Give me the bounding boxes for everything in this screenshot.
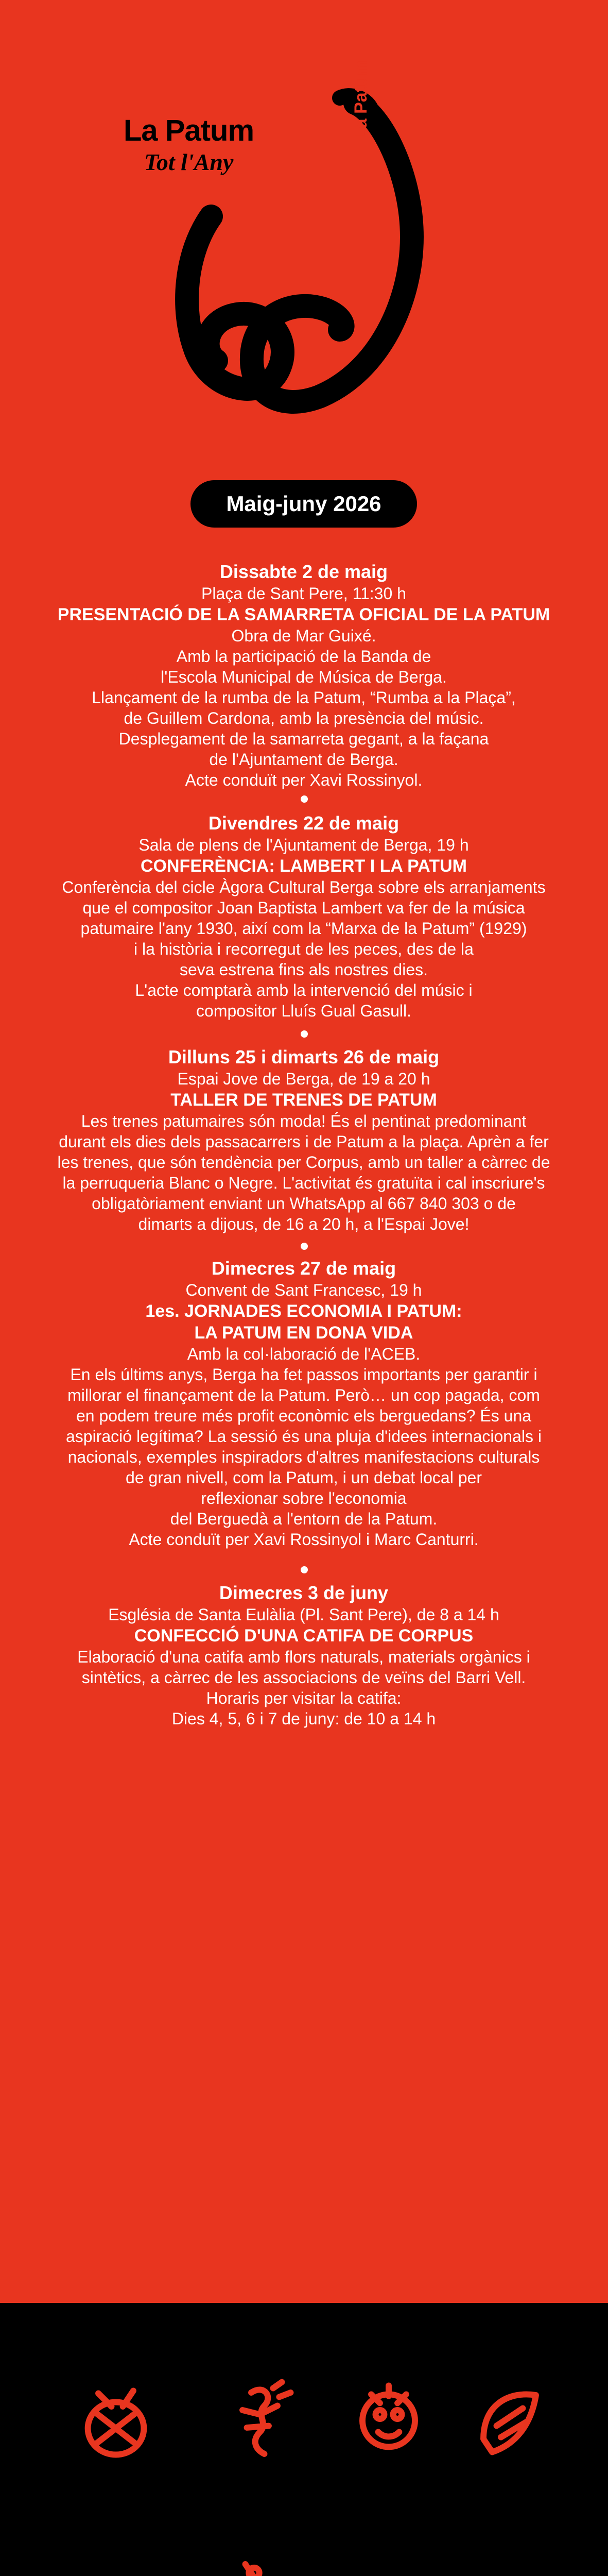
event-date: Divendres 22 de maig: [208, 812, 399, 834]
event-body-line: Acte conduït per Xavi Rossinyol.: [185, 771, 423, 789]
event-body-line: dimarts a dijous, de 16 a 20 h, a l'Espai Jove!: [138, 1215, 470, 1233]
event-body-line: de Guillem Cardona, amb la presència del músic.: [124, 709, 484, 727]
brand-vertical-label: La Patum: [351, 60, 371, 139]
event-body-line: nacionals, exemples inspiradors d'altres manifestacions culturals: [67, 1448, 540, 1466]
dwarf-figure-icon: [206, 2555, 293, 2576]
event-body-line: durant els dies dels passacarrers i de Patum a la plaça. Aprèn a fer: [59, 1132, 549, 1151]
event-5: [46, 1582, 561, 1729]
event-body-line: Amb la col·laboració de l'ACEB.: [187, 1345, 421, 1363]
event-title: TALLER DE TRENES DE PATUM: [170, 1090, 437, 1110]
event-body-line: En els últims anys, Berga ha fet passos importants per garantir i: [70, 1365, 537, 1384]
event-body-line: Desplegament de la samarreta gegant, a la façana: [118, 730, 489, 748]
event-body-line: Dies 4, 5, 6 i 7 de juny: de 10 a 14 h: [171, 1709, 436, 1728]
event-body-line: Les trenes patumaires són moda! És el pentinat predominant: [81, 1112, 527, 1130]
separator-dot: [301, 795, 308, 803]
figures-section: [0, 2303, 608, 2576]
event-body-line: Conferència del cicle Àgora Cultural Berga sobre els arranjaments: [62, 878, 546, 896]
la-patum-logo: [124, 60, 453, 453]
event-body-line: Amb la participació de la Banda de: [176, 647, 431, 666]
eagle-crest-icon: [466, 2378, 553, 2465]
separator-dot: [301, 1030, 308, 1038]
brand-name: La Patum: [124, 114, 254, 147]
event-location: Convent de Sant Francesc, 19 h: [185, 1281, 422, 1299]
event-title: CONFERÈNCIA: LAMBERT I LA PATUM: [141, 856, 467, 876]
event-body-line: L'acte comptarà amb la intervenció del músic i: [135, 981, 473, 999]
event-body-line: del Berguedà a l'entorn de la Patum.: [170, 1510, 438, 1528]
event-body-line: reflexionar sobre l'economia: [201, 1489, 407, 1507]
event-body-line: seva estrena fins als nostres dies.: [179, 960, 428, 979]
period-badge: Maig-juny 2026: [190, 480, 417, 528]
event-2: [46, 812, 561, 1021]
eagle-mask-icon: [345, 2375, 432, 2463]
event-body-line: en podem treure més profit econòmic els berguedans? És una: [76, 1406, 532, 1425]
event-body-line: Acte conduït per Xavi Rossinyol i Marc Canturri.: [129, 1530, 479, 1549]
separator-dot: [301, 1566, 308, 1573]
event-body-line: de gran nivell, com la Patum, i un debat local per: [126, 1468, 482, 1487]
event-body-line: l'Escola Municipal de Música de Berga.: [161, 668, 447, 686]
event-body-line: aspiració legítima? La sessió és una pluja d'idees internacionals i: [66, 1427, 542, 1446]
event-title: 1es. JORNADES ECONOMIA I PATUM:: [145, 1301, 462, 1321]
event-location: Plaça de Sant Pere, 11:30 h: [201, 584, 406, 603]
event-body-line: i la història i recorregut de les peces, des de la: [134, 940, 474, 958]
event-title: PRESENTACIÓ DE LA SAMARRETA OFICIAL DE LA PATUM: [57, 605, 550, 624]
flower-icon: [466, 2563, 553, 2576]
event-3: [46, 1046, 561, 1234]
separator-dot: [301, 1243, 308, 1250]
event-body-line: les trenes, que són tendència per Corpus, amb un taller a càrrec de: [57, 1153, 550, 1172]
event-body-line: millorar el finançament de la Patum. Però… un cop pagada, com: [67, 1386, 540, 1404]
event-body-line: que el compositor Joan Baptista Lambert va fer de la música: [82, 899, 525, 917]
event-body-line: Elaboració d'una catifa amb flors naturals, materials orgànics i: [77, 1648, 530, 1666]
event-body-line: Obra de Mar Guixé.: [231, 626, 376, 645]
event-body-line: la perruqueria Blanc o Negre. L'activitat és gratuïta i cal inscriure's: [62, 1174, 545, 1192]
brand-tagline: Tot l'Any: [144, 149, 234, 175]
drum-icon: [72, 2380, 160, 2468]
event-title: LA PATUM EN DONA VIDA: [194, 1323, 413, 1343]
event-location: Sala de plens de l'Ajuntament de Berga, 19 h: [138, 836, 469, 854]
event-location: Església de Santa Eulàlia (Pl. Sant Pere), de 8 a 14 h: [108, 1605, 499, 1624]
event-date: Dimecres 27 de maig: [211, 1258, 396, 1279]
event-date: Dimecres 3 de juny: [219, 1582, 389, 1603]
event-body-line: patumaire l'any 1930, així com la “Marxa de la Patum” (1929): [80, 919, 527, 938]
devil-dancer-icon: [216, 2375, 304, 2463]
event-body-line: Llançament de la rumba de la Patum, “Rumba a la Plaça”,: [92, 688, 516, 707]
event-body-line: obligatòriament enviant un WhatsApp al 667 840 303 o de: [92, 1194, 516, 1213]
guita-dragon-icon: [72, 2566, 160, 2576]
event-body-line: Horaris per visitar la catifa:: [206, 1689, 402, 1707]
event-body-line: de l'Ajuntament de Berga.: [209, 750, 398, 769]
event-date: Dissabte 2 de maig: [219, 561, 388, 582]
event-4: [46, 1257, 561, 1550]
event-body-line: sintètics, a càrrec de les associacions de veïns del Barri Vell.: [81, 1668, 526, 1687]
event-1: [46, 561, 561, 790]
event-location: Espai Jove de Berga, de 19 a 20 h: [177, 1070, 430, 1088]
giant-head-icon: [350, 2561, 438, 2576]
event-title: CONFECCIÓ D'UNA CATIFA DE CORPUS: [134, 1626, 474, 1646]
event-body-line: compositor Lluís Gual Gasull.: [196, 1002, 411, 1020]
event-date: Dilluns 25 i dimarts 26 de maig: [168, 1046, 440, 1067]
